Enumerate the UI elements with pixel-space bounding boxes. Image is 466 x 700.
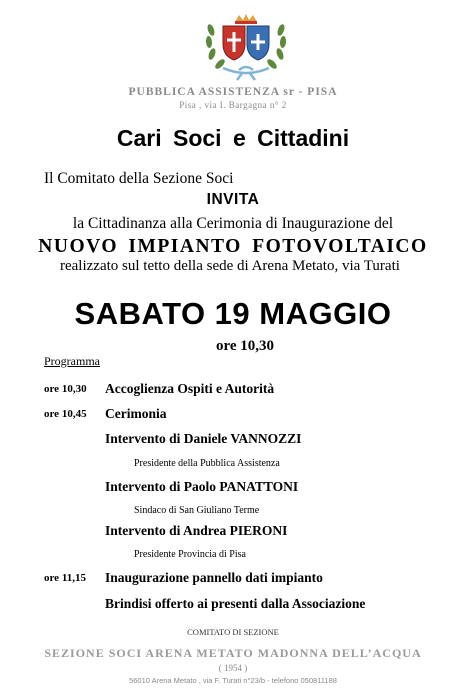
program-item-toast: Brindisi offerto ai presenti dalla Associazione (105, 596, 366, 611)
event-title: NUOVO IMPIANTO FOTOVOLTAICO (38, 236, 428, 257)
laurel-icon (205, 23, 286, 70)
speaker-vannozzi-role: Presidente della Pubblica Assistenza (134, 458, 280, 469)
org-name: PUBBLICA ASSISTENZA sr - PISA (128, 86, 338, 98)
program-time-3: ore 11,15 (44, 572, 86, 584)
crown-icon (235, 14, 257, 24)
program-time-1: ore 10,30 (44, 383, 87, 395)
footer-address: 56010 Arena Metato , via F. Turati n°23/b - telefono 050811188 (129, 676, 337, 685)
program-item-ceremony: Cerimonia (105, 406, 167, 421)
event-date: SABATO 19 MAGGIO (74, 296, 392, 331)
speaker-vannozzi: Intervento di Daniele VANNOZZI (105, 431, 302, 446)
blue-shield-icon (247, 26, 269, 60)
invitation-line-ceremony: la Cittadinanza alla Cerimonia di Inaugurazione del (72, 215, 394, 232)
program-item-data-panel: Inaugurazione pannello dati impianto (105, 570, 323, 585)
speaker-pieroni: Intervento di Andrea PIERONI (105, 523, 288, 538)
invitation-line-committee: Il Comitato della Sezione Soci (44, 170, 234, 187)
program-time-2: ore 10,45 (44, 408, 87, 420)
event-time: ore 10,30 (216, 338, 275, 354)
red-shield-icon (223, 26, 245, 60)
speaker-pieroni-role: Presidente Provincia di Pisa (134, 549, 246, 560)
greeting-heading: Cari Soci e Cittadini (116, 125, 350, 151)
speaker-panattoni-role: Sindaco di San Giuliano Terme (134, 505, 260, 516)
invitation-line-location: realizzato sul tetto della sede di Arena Metato, via Turati (60, 258, 400, 274)
crest-logo (203, 12, 289, 82)
org-address: Pisa , via I. Bargagna n° 2 (179, 100, 287, 110)
footer-year: ( 1954 ) (218, 663, 248, 673)
speaker-panattoni: Intervento di Paolo PANATTONI (105, 479, 299, 494)
ribbon-icon (223, 67, 269, 80)
program-item-welcome: Accoglienza Ospiti e Autorità (105, 381, 275, 396)
program-label: Programma (44, 354, 100, 368)
footer-section-name: SEZIONE SOCI ARENA METATO MADONNA DELL’ACQUA (44, 646, 422, 660)
invita-heading: INVITA (206, 191, 260, 208)
footer-committee: COMITATO DI SEZIONE (187, 627, 279, 637)
